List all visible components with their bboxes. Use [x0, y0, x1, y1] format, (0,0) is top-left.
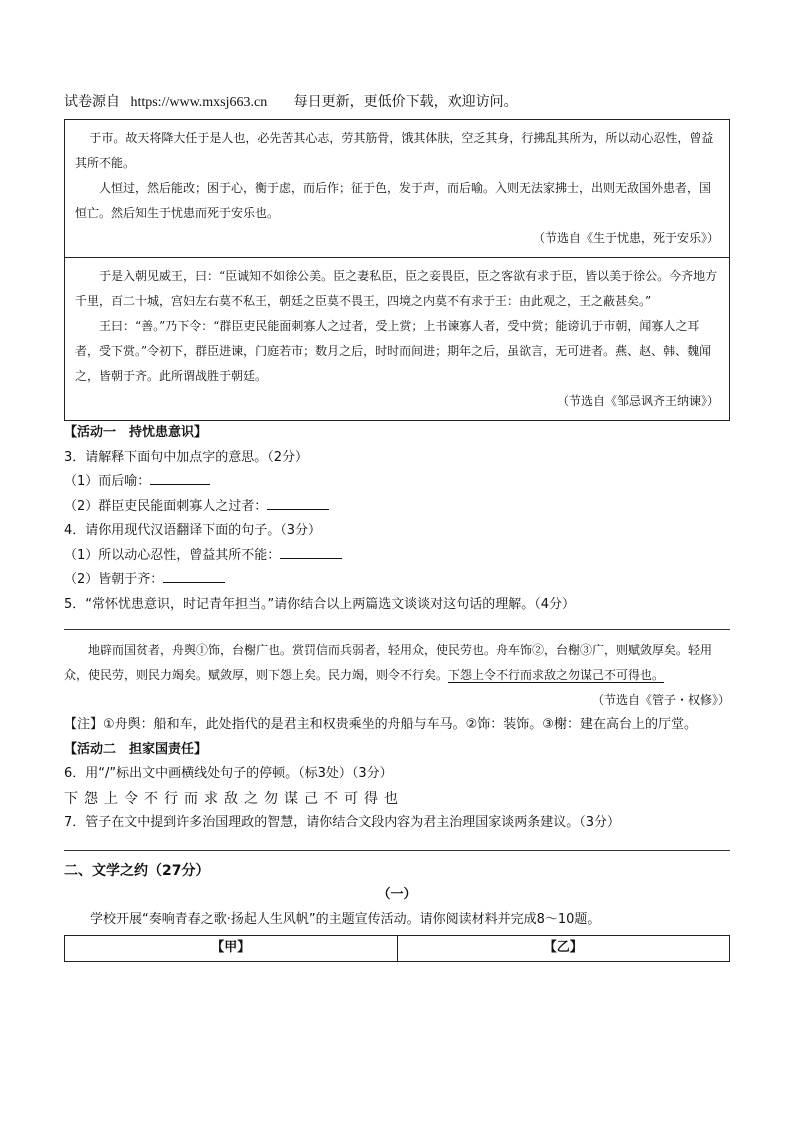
question-6: 6．用“/”标出文中画横线处句子的停顿。（标3处）（3分）: [64, 766, 393, 781]
q4-2-text: （2）皆朝于齐：: [64, 572, 164, 587]
passage3-underlined: 下怨上令不行而求敌之勿谋己不可得也。: [448, 668, 665, 682]
section2-intro: 学校开展“奏响青春之歌·扬起人生风帆”的主题宣传活动。请你阅读材料并完成8～10题。: [90, 911, 601, 927]
classical-passage-box: [64, 119, 730, 421]
exam-page: [64, 92, 730, 962]
question-3: 3．请解释下面句中加点字的意思。（2分）: [64, 449, 309, 465]
question-4: 4．请你用现代汉语翻译下面的句子。（3分）: [64, 523, 322, 538]
site-url[interactable]: https://www.mxsj663.cn: [130, 95, 268, 110]
page-header: [64, 92, 730, 113]
answer-blank[interactable]: [163, 568, 225, 583]
passage1-para1: 于市。故天将降大任于是人也，必先苦其心志，劳其筋骨，饿其体肤，空乏其身，行拂乱其所为，所以动心忍性，曾益其所不能。: [75, 131, 714, 170]
answer-blank[interactable]: [280, 544, 342, 559]
q6-sentence: 下怨上令不行而求敌之勿谋己不可得也: [64, 790, 404, 807]
source-label: 试卷源自: [64, 94, 120, 110]
passage1-source: （节选自《生于忧患，死于安乐》）: [532, 231, 719, 245]
passage2-source: （节选自《邹忌讽齐王纳谏》）: [556, 394, 719, 408]
annotation-note: 【注】①舟舆：船和车，此处指代的是君主和权贵乘坐的舟船与车马。②饰：装饰。③榭：建在高台上的厅堂。: [64, 717, 697, 732]
section-two: [64, 859, 730, 962]
question-5: 5．“常怀忧患意识，时记青年担当。”请你结合以上两篇选文谈谈对这句话的理解。（4分）: [64, 596, 576, 612]
question-4-2: [64, 568, 730, 593]
question-3-2: [64, 495, 730, 520]
divider: [64, 629, 730, 630]
passage1-para2: 人恒过，然后能改；困于心，衡于虑，而后作；征于色，发于声，而后喻。入则无法家拂士，出则无敌国外患者，国恒亡。然后知生于忧患而死于安乐也。: [75, 181, 712, 220]
passage-guanzi: [64, 638, 730, 713]
passage3-source: （节选自《管子・权修》）: [591, 693, 730, 707]
answer-blank[interactable]: [267, 495, 329, 510]
activity2-title: 【活动二 担家国责任】: [64, 741, 208, 757]
activity-one: [64, 421, 730, 617]
question-3-1: [64, 470, 730, 495]
passage-zouji: [65, 257, 729, 420]
q4-1-text: （1）所以动心忍性，曾益其所不能：: [64, 547, 281, 563]
passage2-para1: 于是入朝见威王，曰：“臣诚知不如徐公美。臣之妻私臣，臣之妾畏臣，臣之客欲有求于臣，皆以美于徐公。今齐地方千里，百二十城，宫妇左右莫不私王，朝廷之臣莫不畏王，四境之内莫不有求于王：由此观之，王之蔽甚矣。”: [75, 269, 718, 308]
section2-sub: （一）: [377, 887, 417, 902]
q3-2-text: （2）群臣吏民能面刺寡人之过者：: [64, 498, 268, 514]
passage-shengyu-youhuan: [65, 120, 729, 257]
answer-blank[interactable]: [150, 470, 210, 485]
section2-title: 二、文学之约（27分）: [64, 862, 210, 879]
passage3-text: [64, 638, 730, 688]
activity1-title: 【活动一 持忧患意识】: [64, 425, 208, 440]
passage2-para2: 王曰：“善。”乃下令：“群臣吏民能面刺寡人之过者，受上赏；上书谏寡人者，受中赏；能谤讥于市朝，闻寡人之耳者，受下赏。”令初下，群臣进谏，门庭若市；数月之后，时时而间进；期年之后，虽欲言，无可进者。燕、赵、韩、魏闻之，皆朝于齐。此所谓战胜于朝廷。: [75, 319, 712, 383]
material-b-header: 【乙】: [397, 936, 730, 962]
question-4-1: [64, 544, 730, 569]
material-a-header: 【甲】: [65, 936, 398, 962]
header-slogan: 每日更新，更低价下载，欢迎访问。: [293, 94, 518, 110]
passage3-body: 地辟而国贫者，舟舆①饰，台榭广也。赏罚信而兵弱者，轻用众，使民劳也。舟车饰②，台榭③广，则赋敛厚矣。轻用众，使民劳，则民力竭矣。赋敛厚，则下怨上矣。民力竭，则令不行矣。: [64, 643, 713, 682]
material-table: [64, 935, 730, 962]
notes-and-activity-two: [64, 713, 730, 836]
question-7: 7．管子在文中提到许多治国理政的智慧，请你结合文段内容为君主治理国家谈两条建议。（3分）: [64, 815, 621, 830]
q3-1-text: （1）而后喻：: [64, 474, 151, 489]
section-divider: [64, 850, 730, 851]
